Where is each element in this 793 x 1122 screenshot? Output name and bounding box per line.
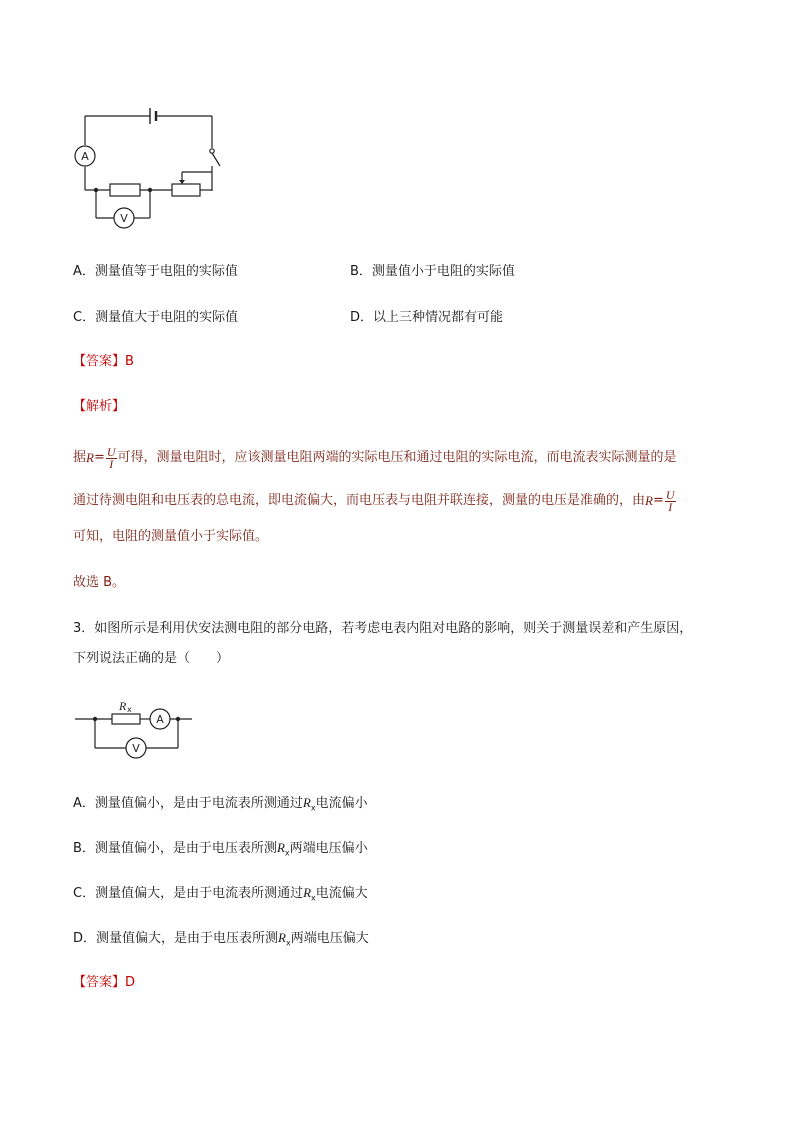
fraction-u-over-i: $\frac{U}{I}$ (106, 444, 116, 471)
answer-value: B (125, 354, 134, 369)
circuit-diagram-1 (70, 100, 230, 235)
q2-option-a[interactable]: A．测量值等于电阻的实际值 (73, 264, 238, 279)
q2-option-d[interactable]: D．以上三种情况都有可能 (350, 310, 504, 325)
answer-label: 【答案】 (73, 975, 126, 990)
voltmeter-label-2: V (132, 742, 140, 755)
q2-option-c[interactable]: C．测量值大于电阻的实际值 (73, 310, 239, 325)
analysis-label: 【解析】 (73, 399, 126, 414)
q2-answer (73, 353, 134, 371)
q3-answer (73, 974, 135, 992)
resistor-symbol (110, 184, 140, 196)
q3-stem-line-1: 3．如图所示是利用伏安法测电阻的部分电路，若考虑电表内阻对电路的影响，则关于测量误差和产生原因， (73, 621, 693, 636)
resistor-rx-symbol (112, 714, 140, 724)
voltmeter-label: V (120, 212, 128, 225)
rx-label: R (119, 699, 127, 713)
analysis-line-2: 通过待测电阻和电压表的总电流，即电流偏大，而电压表与电阻并联连接，测量的电压是准确的，由 R = $\frac{U}{I}$ (73, 487, 675, 514)
q3-stem-line-2: 下列说法正确的是（ ） (73, 651, 230, 666)
q3-option-c[interactable]: C．测量值偏大，是由于电流表所测通过$R_x$电流偏大 (73, 885, 368, 903)
q3-option-a[interactable]: A．测量值偏小，是由于电流表所测通过$R_x$电流偏小 (73, 795, 368, 813)
fraction-u-over-i-2: $\frac{U}{I}$ (665, 487, 675, 514)
rheostat-symbol (172, 184, 200, 196)
q3-option-b[interactable]: B．测量值偏小，是由于电压表所测$R_x$两端电压偏小 (73, 840, 368, 858)
analysis-line-1: 据 R = $\frac{U}{I}$ 可得，测量电阻时，应该测量电阻两端的实际电压和通过电阻的实际电流，而电流表实际测量的是 (73, 444, 677, 471)
analysis-conclusion: 故选 B。 (73, 575, 126, 590)
rx-label-sub: x (127, 705, 132, 714)
circuit-diagram-2 (70, 692, 200, 762)
analysis-line-3: 可知，电阻的测量值小于实际值。 (73, 529, 269, 544)
answer-value: D (125, 975, 136, 990)
q2-option-b[interactable]: B．测量值小于电阻的实际值 (350, 264, 515, 279)
ammeter-label-2: A (156, 713, 164, 726)
answer-label: 【答案】 (73, 354, 126, 369)
q3-option-d[interactable]: D．测量值偏大，是由于电压表所测$R_x$两端电压偏大 (73, 930, 369, 948)
ammeter-label: A (81, 150, 89, 163)
